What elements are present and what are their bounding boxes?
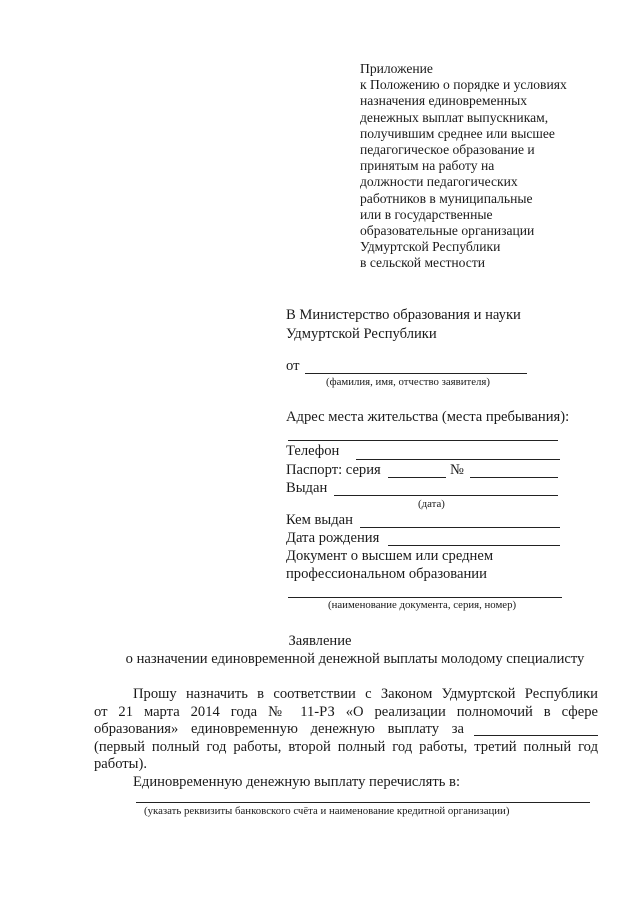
request-line3: образования» единовременную денежную выплату за [94,721,464,737]
issued-date-hint: (дата) [418,498,445,510]
appendix-line: или в государственные [360,206,493,222]
education-doc-line2: профессиональном образовании [286,566,487,582]
education-doc-hint: (наименование документа, серия, номер) [328,599,517,611]
appendix-line: денежных выплат выпускникам, [360,109,549,125]
appendix-line: образовательные организации [360,223,535,239]
from-field-line[interactable] [305,373,527,374]
phone-field-line[interactable] [356,459,560,460]
appendix-line: принятым на работу на [360,158,495,174]
passport-series-field-line[interactable] [388,477,446,478]
payment-period-field-line[interactable] [474,735,598,736]
from-hint: (фамилия, имя, отчество заявителя) [326,376,490,388]
address-label: Адрес места жительства (места пребывания): [286,409,570,425]
request-line1: Прошу назначить в соответствии с Законом Удмуртской Республики [133,686,598,702]
passport-series-label: Паспорт: серия [286,462,381,478]
issued-by-field-line[interactable] [360,527,560,528]
phone-label: Телефон [286,443,340,459]
passport-number-sign: № [450,462,464,478]
transfer-label: Единовременную денежную выплату перечислять в: [133,774,460,790]
address-field-line[interactable] [288,440,558,441]
birth-date-label: Дата рождения [286,530,380,546]
issued-date-field-line[interactable] [334,495,558,496]
appendix-line: педагогическое образование и [360,142,535,158]
appendix-line: к Положению о порядке и условиях [360,77,567,93]
appendix-line: Приложение [360,61,433,76]
statement-subtitle: о назначении единовременной денежной выплаты молодому специалисту [125,651,585,667]
from-label: от [286,358,300,374]
bank-details-hint: (указать реквизиты банковского счёта и наименование кредитной организации) [144,805,510,817]
appendix-line: в сельской местности [360,255,486,271]
issued-label: Выдан [286,480,328,496]
addressee-line2: Удмуртской Республики [286,326,437,342]
request-line5: работы). [94,756,147,772]
issued-by-label: Кем выдан [286,512,353,528]
request-line4: (первый полный год работы, второй полный год работы, третий полный год [94,739,598,755]
appendix-line: назначения единовременных [360,93,527,109]
appendix-line: должности педагогических [360,174,518,190]
appendix-line: Удмуртской Республики [360,239,501,255]
request-line2: от 21 марта 2014 года № 11-РЗ «О реализации полномочий в сфере [94,704,598,720]
statement-title: Заявление [288,633,352,649]
appendix-line: получившим среднее или высшее [360,125,555,141]
appendix-line: работников в муниципальные [360,190,533,206]
birth-date-field-line[interactable] [388,545,560,546]
bank-details-field-line[interactable] [136,802,590,803]
appendix-block [360,61,567,272]
addressee-line1: В Министерство образования и науки [286,307,521,323]
education-doc-line1: Документ о высшем или среднем [286,548,494,564]
education-doc-field-line[interactable] [288,597,562,598]
passport-number-field-line[interactable] [470,477,558,478]
